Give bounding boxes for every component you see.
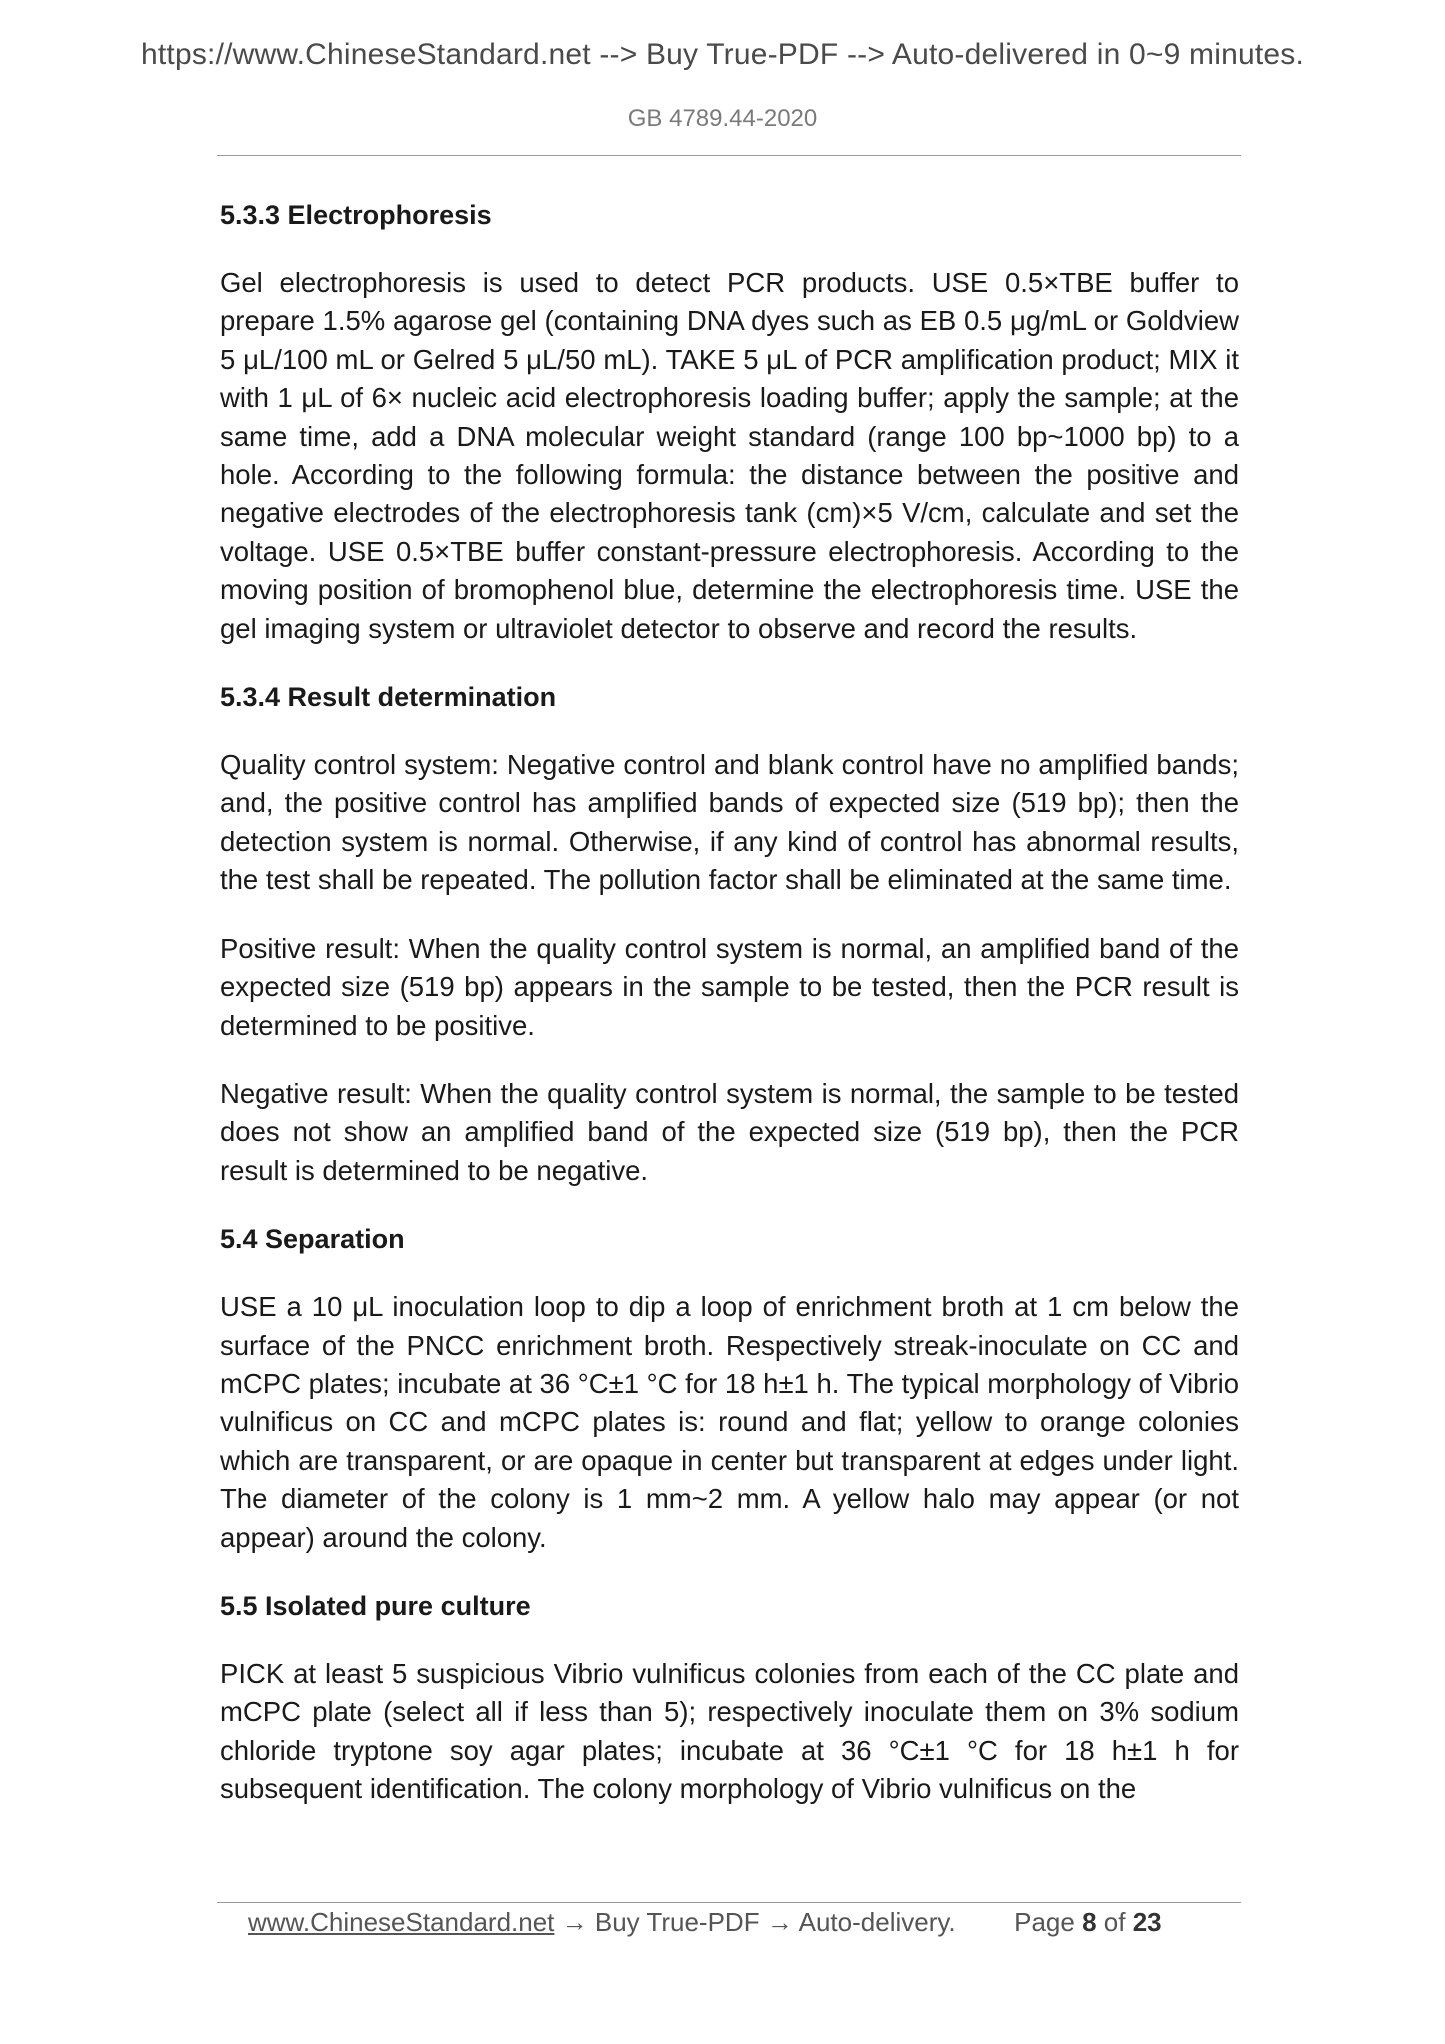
page-current: 8 bbox=[1082, 1907, 1097, 1937]
page-label: Page bbox=[1014, 1907, 1075, 1937]
footer-divider bbox=[217, 1902, 1241, 1903]
heading-5-4: 5.4 Separation bbox=[220, 1224, 405, 1255]
header-divider bbox=[217, 155, 1241, 156]
page-footer bbox=[248, 1907, 1162, 1938]
paragraph-isolated-culture: PICK at least 5 suspicious Vibrio vulnificus colonies from each of the CC plate and mCPC plate (select all if less than 5); respectively inoculate them on 3% sodium chloride tryptone soy agar plates; incubate at 36 °C±1 °C for 18 h±1 h for subsequent identification. The colony morphology of Vibrio vulnificus on the bbox=[220, 1657, 1239, 1805]
page-total: 23 bbox=[1132, 1907, 1162, 1937]
footer-buy-text: Buy True-PDF bbox=[594, 1907, 760, 1937]
of-label: of bbox=[1103, 1907, 1126, 1937]
document-code: GB 4789.44-2020 bbox=[627, 105, 818, 132]
heading-5-5: 5.5 Isolated pure culture bbox=[220, 1590, 531, 1621]
paragraph-separation: USE a 10 μL inoculation loop to dip a loop of enrichment broth at 1 cm below the surface of the PNCC enrichment broth. Respectively streak-inoculate on CC and mCPC plates; incubate at 36 °C±1 °C for 18 h±1 h. The typical morphology of Vibrio vulnificus on CC and mCPC plates is: round and flat; yellow to orange colonies which are transparent, or are opaque in center but transparent at edges under light. The diameter of the colony is 1 mm~2 mm. A yellow halo may appear (or not appear) around the colony. bbox=[220, 1291, 1239, 1553]
page-content bbox=[220, 196, 1239, 1839]
arrow-right-icon: → bbox=[561, 1907, 588, 1937]
heading-5-3-4: 5.3.4 Result determination bbox=[220, 682, 557, 713]
arrow-right-icon: → bbox=[766, 1907, 793, 1937]
footer-delivery-text: Auto-delivery. bbox=[798, 1907, 956, 1937]
top-banner: https://www.ChineseStandard.net --> Buy True-PDF --> Auto-delivered in 0~9 minutes. bbox=[141, 38, 1304, 71]
paragraph-positive-result: Positive result: When the quality control system is normal, an amplified band of the expected size (519 bp) appears in the sample to be tested, then the PCR result is determined to be positive. bbox=[220, 932, 1239, 1041]
heading-5-3-3: 5.3.3 Electrophoresis bbox=[220, 200, 492, 230]
paragraph-negative-result: Negative result: When the quality control system is normal, the sample to be tested does not show an amplified band of the expected size (519 bp), then the PCR result is determined to be negative. bbox=[220, 1077, 1239, 1186]
paragraph-electrophoresis: Gel electrophoresis is used to detect PCR products. USE 0.5×TBE buffer to prepare 1.5% agarose gel (containing DNA dyes such as EB 0.5 μg/mL or Goldview 5 μL/100 mL or Gelred 5 μL/50 mL). TAKE 5 μL of PCR amplification product; MIX it with 1 μL of 6× nucleic acid electrophoresis loading buffer; apply the sample; at the same time, add a DNA molecular weight standard (range 100 bp~1000 bp) to a hole. According to the following formula: the distance between the positive and negative electrodes of the electrophoresis tank (cm)×5 V/cm, calculate and set the voltage. USE 0.5×TBE buffer constant-pressure electrophoresis. According to the moving position of bromophenol blue, determine the electrophoresis time. USE the gel imaging system or ultraviolet detector to observe and record the results. bbox=[220, 267, 1239, 644]
paragraph-quality-control: Quality control system: Negative control and blank control have no amplified bands; and, the positive control has amplified bands of expected size (519 bp); then the detection system is normal. Otherwise, if any kind of control has abnormal results, the test shall be repeated. The pollution factor shall be eliminated at the same time. bbox=[220, 749, 1239, 896]
footer-website-link[interactable]: www.ChineseStandard.net bbox=[248, 1907, 555, 1937]
